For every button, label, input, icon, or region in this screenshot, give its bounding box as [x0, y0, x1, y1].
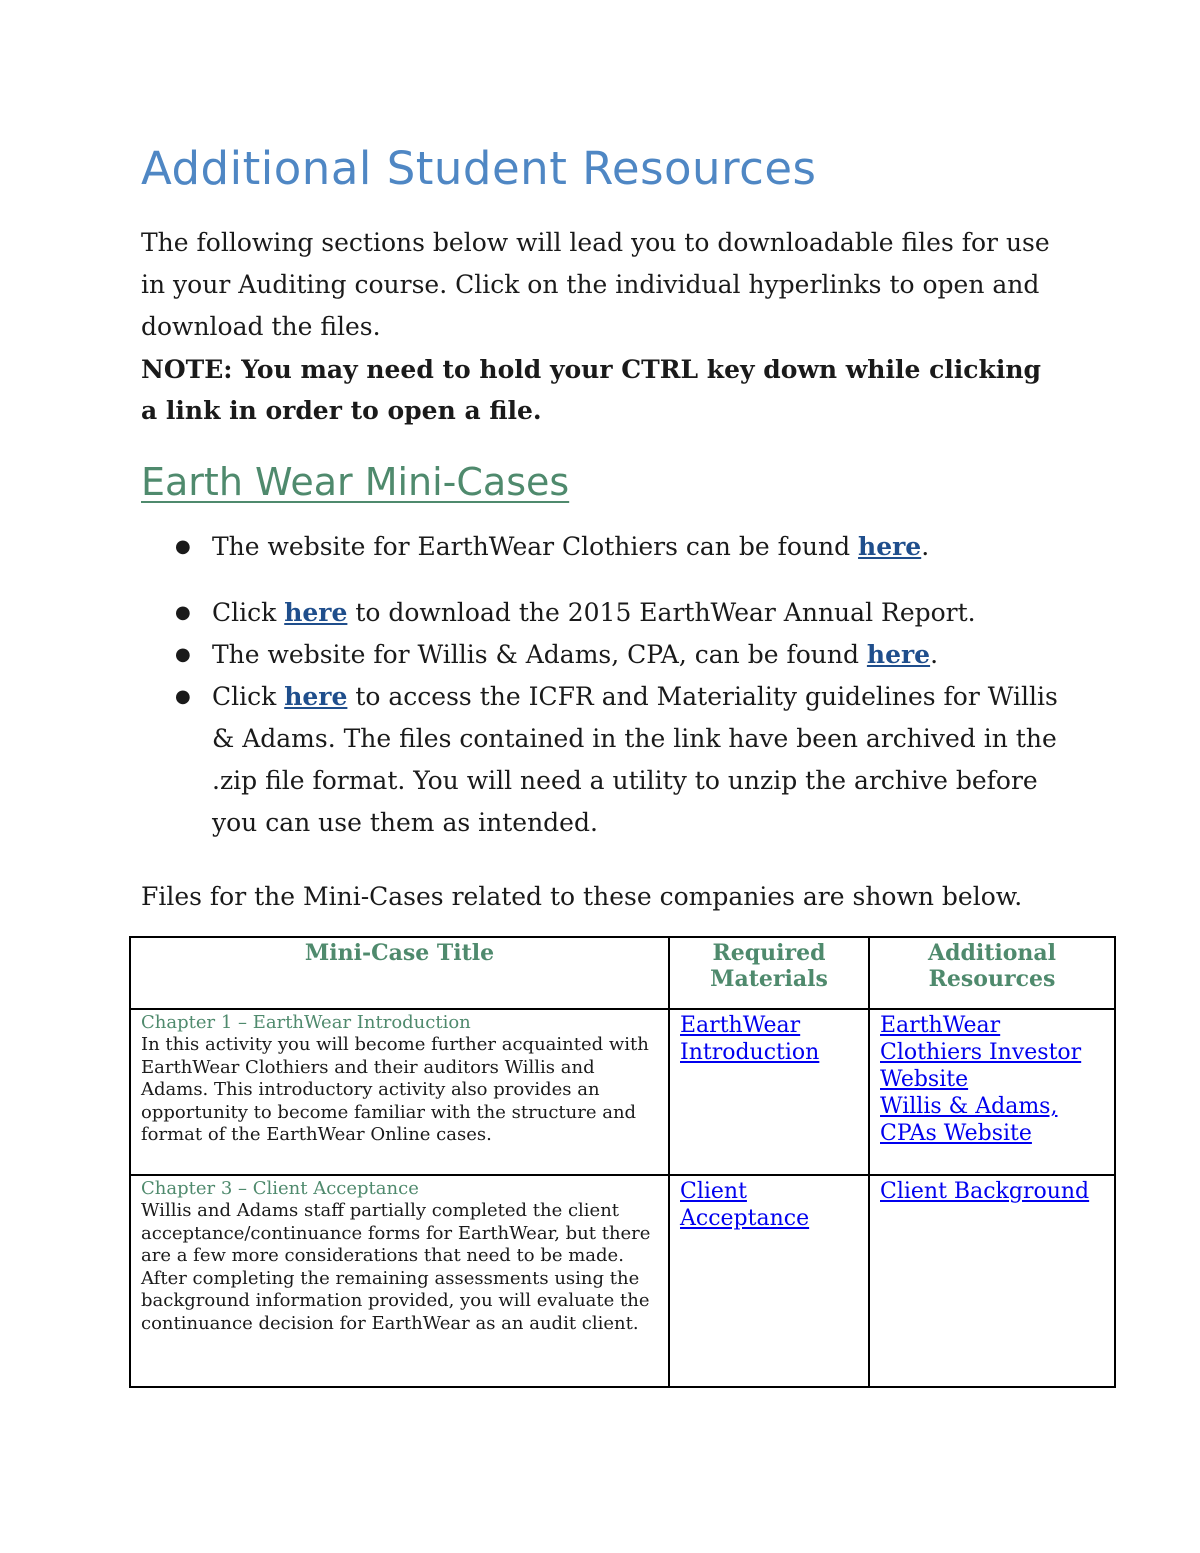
additional-resources-cell — [869, 1009, 1115, 1175]
bullet-icon: ● — [175, 644, 191, 665]
client-background-link[interactable]: Client Background — [880, 1179, 1090, 1204]
intro-paragraph: The following sections below will lead you to downloadable files for use in your Auditing course. Click on the individual hyperlinks to open and download the files. — [141, 228, 1050, 341]
case-title: Chapter 3 – Client Acceptance — [141, 1178, 419, 1199]
bullet-icon: ● — [175, 536, 191, 557]
mini-case-cell — [130, 1175, 669, 1387]
list-item — [141, 592, 1061, 634]
earthwear-website-link[interactable]: here — [858, 532, 922, 561]
list-item — [141, 526, 1061, 568]
column-header-additional-resources: Additional Resources — [869, 937, 1115, 1009]
page-title: Additional Student Resources — [141, 142, 817, 195]
column-header-mini-case-title: Mini-Case Title — [130, 937, 669, 1009]
section-heading-earthwear-mini-cases: Earth Wear Mini-Cases — [141, 460, 570, 504]
annual-report-link[interactable]: here — [284, 598, 348, 627]
earthwear-investor-website-link[interactable]: EarthWear Clothiers Investor Website — [880, 1013, 1082, 1092]
bullet-text: . — [921, 532, 930, 561]
bullet-text: Click — [212, 682, 285, 711]
table-row — [130, 1175, 1115, 1387]
resource-bullet-list — [141, 526, 1061, 844]
bullet-text: to access the ICFR and Materiality guidelines for Willis & Adams. The files contained in the link have been archived in the .zip file format. You will need a utility to unzip the archive before you can use them as intended. — [212, 682, 1058, 837]
ctrl-key-note: NOTE: You may need to hold your CTRL key down while clicking a link in order to open a file. — [141, 355, 1041, 425]
earthwear-introduction-link[interactable]: EarthWear Introduction — [680, 1013, 820, 1065]
column-header-required-materials: Required Materials — [669, 937, 869, 1009]
table-row — [130, 1009, 1115, 1175]
case-description: Willis and Adams staff partially completed the client acceptance/continuance forms for EarthWear, but there are a few more considerations that need to be made. After completing the remaining assessments using the background information provided, you will evaluate the continuance decision for EarthWear as an audit client. — [141, 1200, 651, 1334]
bullet-icon: ● — [175, 602, 191, 623]
bullet-text: The website for Willis & Adams, CPA, can be found — [212, 640, 867, 669]
bullet-text: to download the 2015 EarthWear Annual Report. — [347, 598, 976, 627]
client-acceptance-link[interactable]: Client Acceptance — [680, 1179, 810, 1231]
files-intro-text: Files for the Mini-Cases related to these companies are shown below. — [141, 882, 1023, 911]
case-title: Chapter 1 – EarthWear Introduction — [141, 1012, 471, 1033]
required-materials-cell — [669, 1175, 869, 1387]
table-header-row — [130, 937, 1115, 1009]
bullet-text: Click — [212, 598, 285, 627]
willis-adams-cpas-website-link[interactable]: Willis & Adams, CPAs Website — [880, 1094, 1058, 1146]
mini-case-table — [129, 936, 1116, 1388]
bullet-text: . — [930, 640, 939, 669]
additional-resources-cell — [869, 1175, 1115, 1387]
list-item — [141, 676, 1061, 844]
bullet-text: The website for EarthWear Clothiers can be found — [212, 532, 859, 561]
list-item — [141, 634, 1061, 676]
required-materials-cell — [669, 1009, 869, 1175]
icfr-materiality-link[interactable]: here — [284, 682, 348, 711]
bullet-icon: ● — [175, 686, 191, 707]
case-description: In this activity you will become further acquainted with EarthWear Clothiers and their auditors Willis and Adams. This introductory activity also provides an opportunity to become familiar with the structure and format of the EarthWear Online cases. — [141, 1034, 649, 1145]
mini-case-cell — [130, 1009, 669, 1175]
willis-adams-website-link[interactable]: here — [866, 640, 931, 669]
